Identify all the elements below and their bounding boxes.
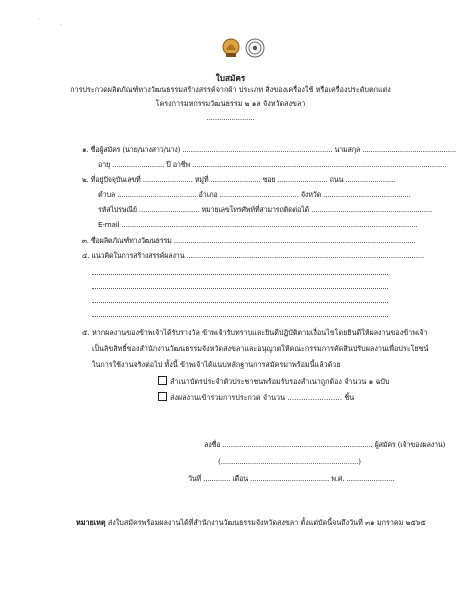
form-title: ใบสมัคร: [215, 73, 246, 83]
checkbox-submission[interactable]: [158, 392, 167, 401]
item5-line-2: เป็นลิขสิทธิ์ของสำนักงานวัฒนธรรมจังหวัดสงขลาและอนุญาตให้คณะกรรมการคัดสินปรับผลงานเพื่อประโยชน์: [92, 344, 429, 353]
logos: [214, 36, 274, 60]
note: [76, 518, 426, 528]
concept-line[interactable]: [92, 288, 388, 289]
checkbox-submission-label: ส่งผลงานเข้าร่วมการประกวด จำนวน ........................ ชิ้น: [170, 393, 355, 402]
note-label: หมายเหตุ: [76, 518, 106, 527]
address-line-1[interactable]: ๒. ที่อยู่ปัจจุบันเลขที่ ........................ หมู่ที่ ........................ ซอย ........................ ถนน ........................: [82, 175, 396, 184]
email-field[interactable]: E-mail ..............................................................................................................................................: [98, 220, 418, 229]
seal-emblem-icon: [246, 39, 264, 57]
ministry-emblem-icon: [223, 39, 239, 57]
signature-date-field[interactable]: วันที่ ............. เดือน ...................................... พ.ศ. .......................: [188, 474, 395, 483]
concept-line[interactable]: [92, 274, 388, 275]
concept-line[interactable]: [92, 316, 388, 317]
checkbox-id-card-row[interactable]: [158, 376, 389, 387]
product-name-field[interactable]: ๓. ชื่อผลิตภัณฑ์ทางวัฒนธรรม ....................................................................................................................: [82, 236, 416, 245]
checkbox-id-card-label: สำเนาบัตรประจำตัวประชาชนพร้อมรับรองสำเนาถูกต้อง จำนวน ๑ ฉบับ: [170, 377, 390, 386]
address-line-2[interactable]: ตำบล ...................................... อำเภอ ...................................... จังหวัด ..........................................: [98, 190, 411, 199]
concept-line[interactable]: [92, 302, 388, 303]
note-text: ส่งใบสมัครพร้อมผลงานได้ที่สำนักงานวัฒนธรรมจังหวัดสงขลา ตั้งแต่บัดนี้จนถึงวันที่ ๓๑ มกราคม ๒๕๖๕: [107, 518, 426, 527]
signature-name-field[interactable]: (..................................................................): [218, 457, 361, 466]
subtitle-dots: .......................: [206, 113, 255, 122]
checkbox-submission-row[interactable]: [158, 392, 354, 403]
scan-mark: ·: [60, 22, 62, 29]
applicant-name-field[interactable]: ๑. ชื่อผู้สมัคร (นาย/นางสาว/นาง) ........................................................................ นามสกุล .............................................: [82, 145, 456, 154]
age-occupation-field[interactable]: อายุ ......................... ปี อาชีพ ..........................................................................................................................: [98, 160, 447, 169]
form-subtitle-1: การประกวดผลิตภัณฑ์ทางวัฒนธรรมสร้างสรรค์จากผ้า ประเภท สิ่งของเครื่องใช้ หรือเครื่องประดับตกแต่ง: [70, 85, 391, 94]
form-subtitle-2: โครงการมหกรรมวัฒนธรรม ๒ ๑ล จังหวัดสงขลา: [155, 99, 306, 108]
checkbox-id-card[interactable]: [158, 376, 167, 385]
item5-line-3: ในการใช้งานจริงต่อไป ทั้งนี้ ข้าพเจ้าได้แนบหลักฐานการสมัครมาพร้อมนี้แล้วด้วย: [92, 360, 341, 369]
address-line-3[interactable]: รหัสไปรษณีย์ ............................. หมายเลขโทรศัพท์ที่สามารถติดต่อได้ ..........................................................: [98, 205, 433, 214]
item5-line-1: ๕. หากผลงานของข้าพเจ้าได้รับรางวัล ข้าพเจ้ารับทราบและยินดีปฏิบัติตามเงื่อนไขโดยยินดีให้ผลงานของข้าพเจ้า: [82, 328, 428, 337]
scan-mark: ·: [38, 16, 40, 23]
concept-field[interactable]: ๔. แนวคิดในการสร้างสรรค์ผลงาน ..................................................................................................................: [82, 251, 425, 260]
signature-field[interactable]: ลงชื่อ ........................................................................ ผู้สมัคร (เจ้าของผลงาน): [204, 440, 446, 449]
